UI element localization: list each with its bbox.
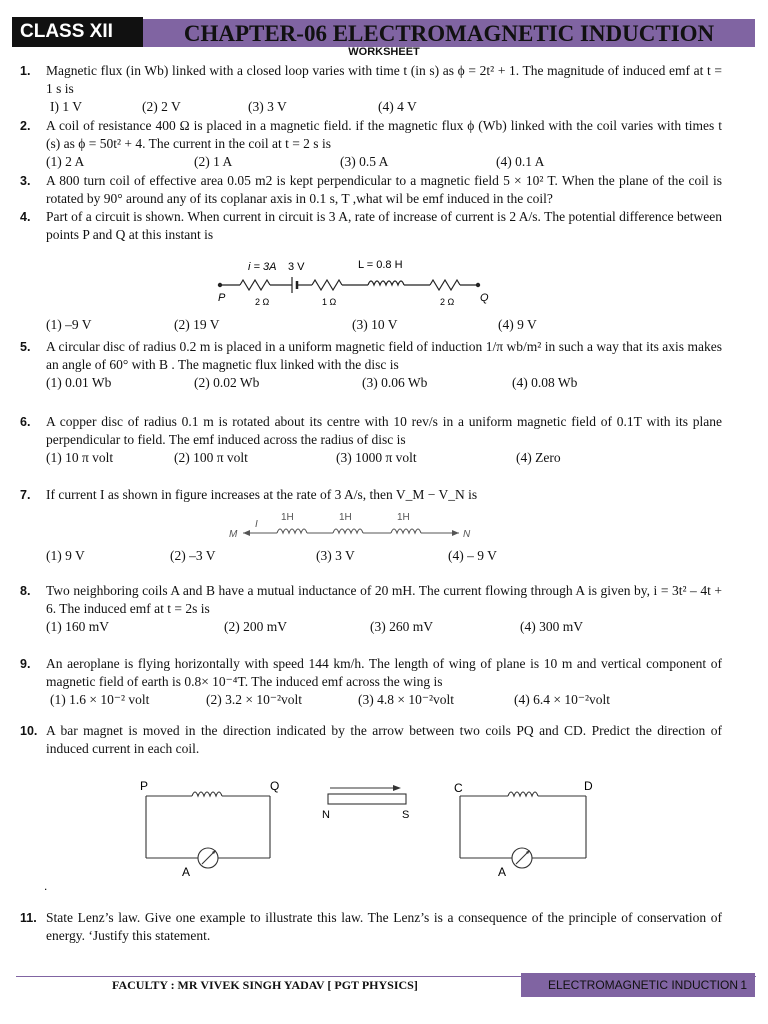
- label-q: Q: [480, 292, 489, 304]
- question-number: 3.: [20, 174, 31, 188]
- question-text: Part of a circuit is shown. When current in circuit is 3 A, rate of increase of current is 2 A/s. The potential difference between points P and Q at this instant is: [46, 209, 722, 242]
- label-r3: 2 Ω: [440, 297, 455, 307]
- question-4-options: [20, 316, 722, 334]
- class-badge: CLASS XII: [12, 17, 143, 47]
- label-r1: 2 Ω: [255, 297, 270, 307]
- option: (1) 10 π volt: [46, 450, 114, 465]
- label-s: S: [402, 809, 410, 821]
- option: (1) 2 A: [46, 154, 85, 169]
- option: (3) 0.5 A: [340, 154, 389, 169]
- label-p: P: [140, 779, 149, 793]
- question-number: 4.: [20, 210, 31, 224]
- question-text: Two neighboring coils A and B have a mutual inductance of 20 mH. The current flowing through A is given by, i = 3t² – 4t + 6. The induced emf at t = 2s is: [46, 583, 722, 616]
- question-4: [20, 208, 722, 244]
- question-10: [20, 722, 722, 758]
- page-header: [12, 17, 755, 47]
- inductor-figure-q7: [225, 508, 485, 542]
- option: (2) 1 A: [194, 154, 233, 169]
- question-number: 11.: [20, 911, 37, 925]
- label-inductance: L = 0.8 H: [358, 259, 403, 271]
- question-2: [20, 117, 722, 171]
- question-1: [20, 62, 722, 116]
- options-row: [46, 374, 722, 392]
- question-text: A circular disc of radius 0.2 m is placed in a uniform magnetic field of induction 1/π wb/m² in such a way that its axis makes an angle of 60° with B . The magnetic flux linked with the disc is: [46, 339, 722, 372]
- stray-dot: .: [44, 879, 48, 893]
- label-a-right: A: [498, 865, 507, 879]
- label-n: N: [463, 529, 471, 540]
- option: (2) 3.2 × 10⁻²volt: [206, 692, 303, 707]
- question-text: A copper disc of radius 0.1 m is rotated about its centre with 10 rev/s in a uniform magnetic field of 0.1T with its plane perpendicular to field. The emf induced across the radius of disc is: [46, 414, 722, 447]
- label-emf: 3 V: [288, 261, 305, 273]
- option: (3) 260 mV: [370, 619, 433, 634]
- worksheet-label: WORKSHEET: [348, 46, 420, 58]
- option: (1) 0.01 Wb: [46, 375, 112, 390]
- option: (2) 0.02 Wb: [194, 375, 260, 390]
- question-text: A 800 turn coil of effective area 0.05 m2 is kept perpendicular to a magnetic field 5 × 10² T. When the plane of the coil is rotated by 90° around any of its coplanar axis in 0.1 s, T ,what wil be emf induced in the coil?: [46, 173, 722, 206]
- option: (4) 4 V: [378, 99, 417, 114]
- options-row: [46, 691, 722, 709]
- question-number: 9.: [20, 657, 31, 671]
- option: (3) 4.8 × 10⁻²volt: [358, 692, 455, 707]
- question-text: If current I as shown in figure increases at the rate of 3 A/s, then V_M − V_N is: [46, 487, 478, 502]
- footer-faculty: FACULTY : MR VIVEK SINGH YADAV [ PGT PHYSICS]: [112, 978, 418, 992]
- label-a-left: A: [182, 865, 191, 879]
- option: (3) 1000 π volt: [336, 450, 417, 465]
- label-d: D: [584, 779, 593, 793]
- options-row: [46, 98, 722, 116]
- option: (3) 0.06 Wb: [362, 375, 428, 390]
- option: (4) 300 mV: [520, 619, 583, 634]
- options-row: [46, 618, 722, 636]
- question-text: Magnetic flux (in Wb) linked with a closed loop varies with time t (in s) as ϕ = 2t² + 1. The magnitude of induced emf at t = 1 s is: [46, 63, 722, 96]
- option: (4) 9 V: [498, 317, 537, 332]
- page-number: 1: [740, 978, 747, 992]
- question-number: 10.: [20, 724, 38, 738]
- question-number: 6.: [20, 415, 31, 429]
- label-current: i = 3A: [248, 261, 277, 273]
- option: I) 1 V: [50, 99, 82, 114]
- option: (3) 10 V: [352, 317, 398, 332]
- question-number: 1.: [20, 64, 31, 78]
- label-m: M: [229, 529, 238, 540]
- option: (4) Zero: [516, 450, 561, 465]
- option: (2) –3 V: [170, 548, 216, 563]
- label-l3: 1H: [397, 512, 410, 523]
- label-i: I: [255, 519, 258, 530]
- label-p: P: [218, 292, 226, 304]
- question-11: [20, 909, 722, 945]
- option: (2) 2 V: [142, 99, 181, 114]
- option: (4) 0.1 A: [496, 154, 545, 169]
- option: (4) – 9 V: [448, 548, 497, 563]
- option: (2) 19 V: [174, 317, 220, 332]
- option: (1) 9 V: [46, 548, 85, 563]
- question-text: A bar magnet is moved in the direction indicated by the arrow between two coils PQ and CD. Predict the direction of induced current in each coil.: [46, 723, 722, 756]
- question-text: State Lenz’s law. Give one example to illustrate this law. The Lenz’s is a consequence of the principle of conservation of energy. ‘Justify this statement.: [46, 910, 722, 943]
- options-row: [46, 547, 722, 565]
- question-9: [20, 655, 722, 709]
- options-row: [46, 316, 722, 334]
- question-text: An aeroplane is flying horizontally with speed 144 km/h. The length of wing of plane is 10 m and vertical component of magnetic field of earth is 0.8× 10⁻⁴T. The induced emf across the wing is: [46, 656, 722, 689]
- question-text: A coil of resistance 400 Ω is placed in a magnetic field. if the magnetic flux ϕ (Wb) linked with the coil varies with times t (s) as ϕ = 50t² + 4. The current in the coil at t = 2 s is: [46, 118, 722, 151]
- question-5: [20, 338, 722, 392]
- option: (1) 1.6 × 10⁻² volt: [50, 692, 150, 707]
- footer-chapter: ELECTROMAGNETIC INDUCTION: [548, 978, 739, 992]
- chapter-title: CHAPTER-06 ELECTROMAGNETIC INDUCTION: [143, 19, 755, 47]
- label-r2: 1 Ω: [322, 297, 337, 307]
- question-6: [20, 413, 722, 467]
- option: (1) –9 V: [46, 317, 92, 332]
- question-number: 7.: [20, 488, 31, 502]
- options-row: [46, 153, 722, 171]
- coils-magnet-figure-q10: [44, 776, 610, 894]
- options-row: [46, 449, 722, 467]
- label-n: N: [322, 809, 330, 821]
- option: (4) 0.08 Wb: [512, 375, 578, 390]
- question-8: [20, 582, 722, 636]
- label-c: C: [454, 781, 463, 795]
- label-l2: 1H: [339, 512, 352, 523]
- option: (3) 3 V: [316, 548, 355, 563]
- question-7-options: [20, 547, 722, 565]
- option: (4) 6.4 × 10⁻²volt: [514, 692, 611, 707]
- option: (2) 200 mV: [224, 619, 287, 634]
- circuit-figure-q4: [210, 255, 500, 307]
- label-l1: 1H: [281, 512, 294, 523]
- option: (2) 100 π volt: [174, 450, 248, 465]
- option: (3) 3 V: [248, 99, 287, 114]
- label-q: Q: [270, 779, 280, 793]
- question-7: [20, 486, 722, 504]
- question-number: 8.: [20, 584, 31, 598]
- question-3: [20, 172, 722, 208]
- question-number: 2.: [20, 119, 31, 133]
- option: (1) 160 mV: [46, 619, 109, 634]
- footer-chapter-tag: [521, 973, 755, 997]
- question-number: 5.: [20, 340, 31, 354]
